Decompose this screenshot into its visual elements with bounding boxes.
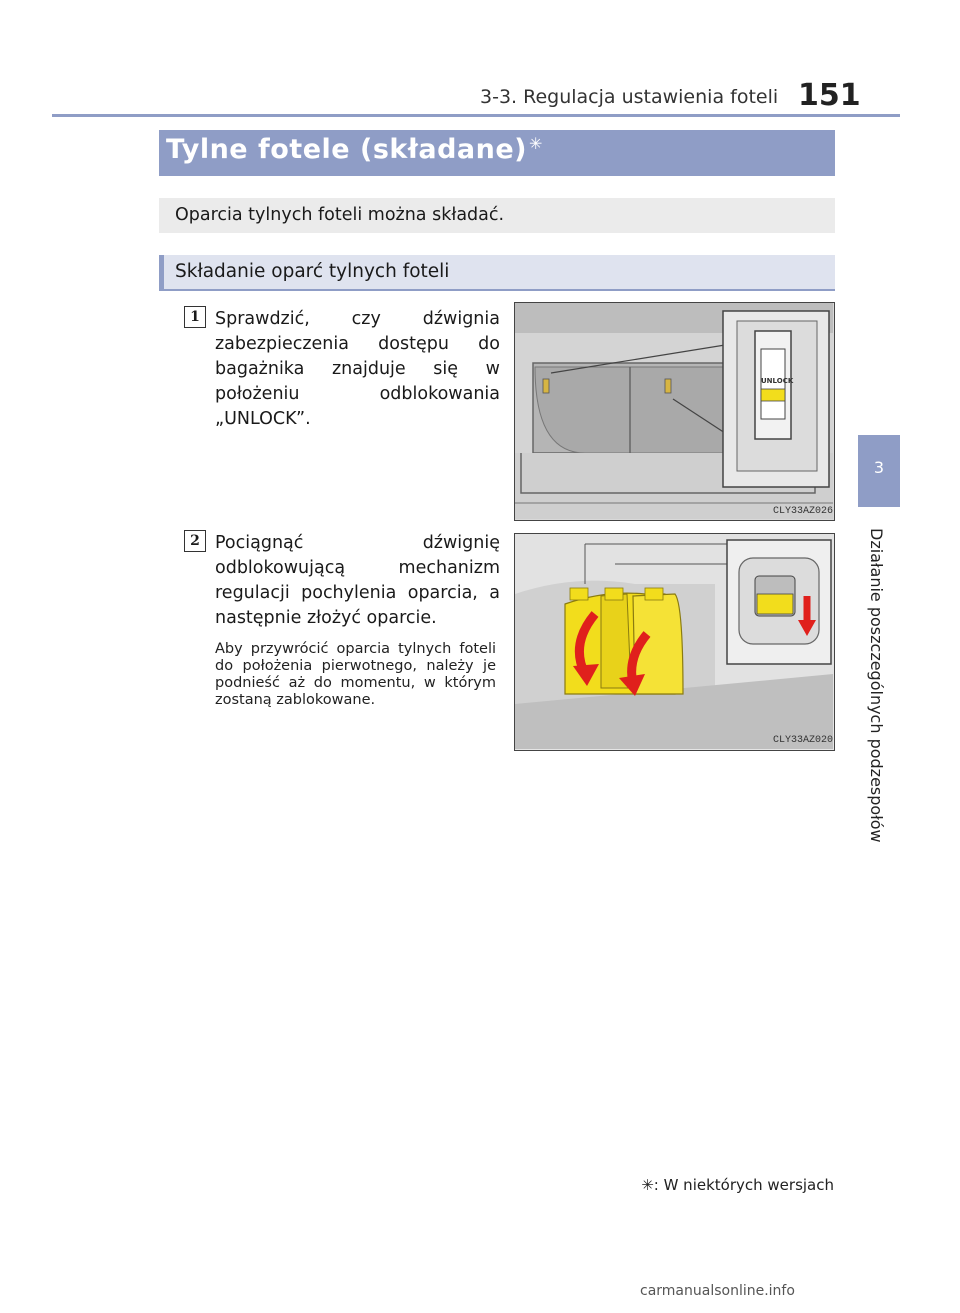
chapter-title: Działanie poszczególnych podzespołów xyxy=(867,528,886,843)
seat-fold-illustration xyxy=(515,534,833,749)
section-heading: 3-3. Regulacja ustawienia foteli xyxy=(480,86,779,108)
trunk-image xyxy=(514,302,835,521)
footnote-marker-icon: ✳ xyxy=(641,1176,654,1194)
header-rule xyxy=(52,114,900,117)
trunk-illustration xyxy=(515,303,833,519)
chapter-title-vertical xyxy=(846,528,906,848)
unlock-label: UNLOCK xyxy=(761,377,794,385)
step-number-1: 1 xyxy=(184,306,206,328)
asterisk-icon: ✳ xyxy=(529,134,543,153)
intro-text: Oparcia tylnych foteli można składać. xyxy=(175,205,505,225)
step-note-2: Aby przywrócić oparcia tylnych foteli do położenia pierwotnego, należy je podnieść aż do momentu, w którym zostaną zablokowane. xyxy=(215,641,496,708)
step-text-1: Sprawdzić, czy dźwignia zabezpieczenia dostępu do bagażnika znajduje się w położeniu odblokowania „UNLOCK”. xyxy=(215,309,500,429)
image-code-2: CLY33AZ020 xyxy=(773,735,834,746)
step-number-2: 2 xyxy=(184,530,206,552)
page-number: 151 xyxy=(798,78,861,113)
image-code-1: CLY33AZ026 xyxy=(773,506,834,517)
footnote xyxy=(600,1176,834,1194)
step-text-2: Pociągnąć dźwignię odblokowującą mechanizm regulacji pochylenia oparcia, a następnie złożyć oparcie. xyxy=(215,533,500,628)
footnote-text: : W niektórych wersjach xyxy=(653,1176,834,1194)
chapter-number: 3 xyxy=(873,458,885,477)
subsection-title: Składanie oparć tylnych foteli xyxy=(175,261,450,282)
watermark: carmanualsonline.info xyxy=(640,1283,795,1299)
seat-image xyxy=(514,533,835,751)
page-title-text: Tylne fotele (składane) xyxy=(166,134,528,165)
page-title xyxy=(166,134,543,165)
